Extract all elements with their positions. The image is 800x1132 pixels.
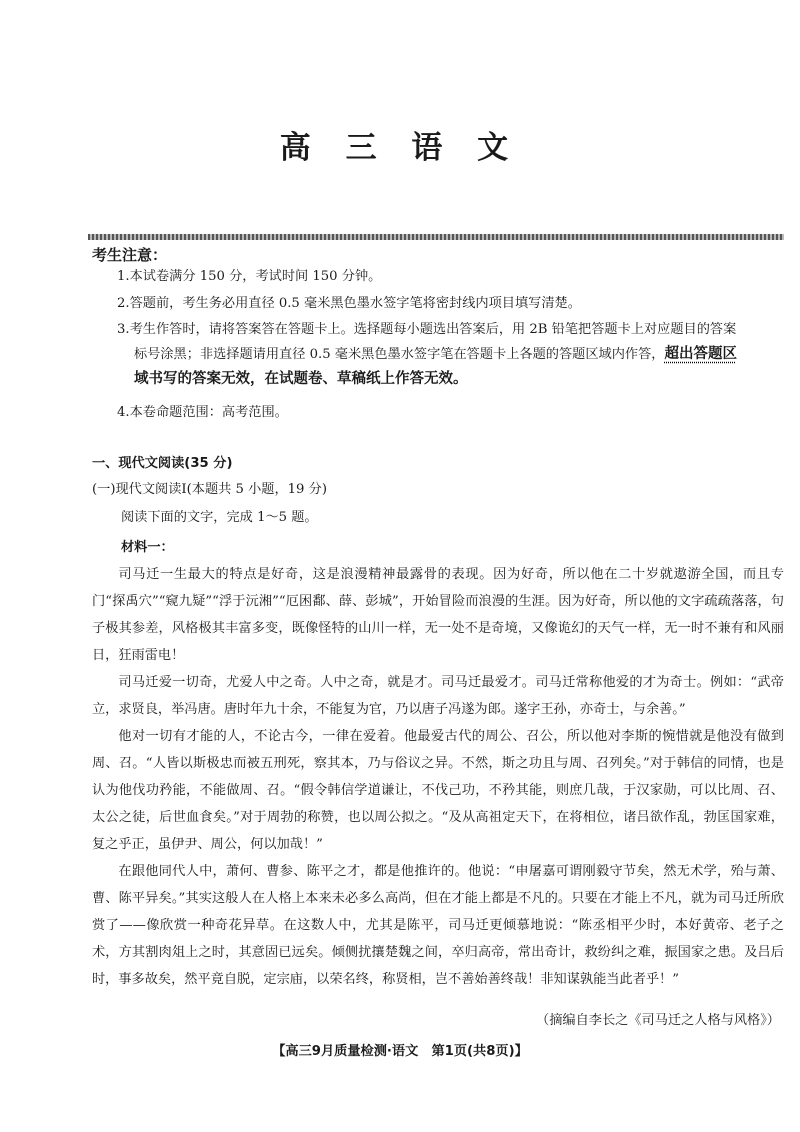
notice-emphasis-start: 超出答题区 bbox=[664, 346, 737, 362]
notice-item-3-line-2-text: 标号涂黑；非选择题请用直径 0.5 毫米黑色墨水签字笔在答题卡上各题的答题区域内作答， bbox=[134, 347, 665, 362]
reading-instruction: 阅读下面的文字，完成 1～5 题。 bbox=[121, 510, 318, 525]
page-footer: 【高三9月质量检测·语文 第1页(共8页)】 bbox=[272, 1044, 528, 1059]
page-title: 高 三 语 文 bbox=[279, 130, 521, 166]
notice-item-2: 2.答题前，考生务必用直径 0.5 毫米黑色墨水签字笔将密封线内项目填写清楚。 bbox=[117, 296, 581, 311]
subsection-heading: (一)现代文阅读Ⅰ(本题共 5 小题，19 分) bbox=[92, 482, 327, 497]
paragraph-3: 他对一切有才能的人，不论古今，一律在爱着。他最爱古代的周公、召公，所以他对李斯的惋惜就是他没有做到周、召。“人皆以斯极忠而被五刑死，察其本，乃与俗议之异。不然，斯之功且与周、召列矣。”对于韩信的同情，也是认为他伐功矜能，不能做周、召。“假令韩信学道谦让，不伐己功，不矜其能，则庶几哉，于汉家勋，可以比周、召、太公之徒，后世血食矣。”对于周勃的称赞，也以周公拟之。“及从高祖定天下，在将相位，诸吕欲作乱，勃匡国家难，复之乎正，虽伊尹、周公，何以加哉！” bbox=[92, 729, 784, 852]
notice-emphasis: 域书写的答案无效，在试题卷、草稿纸上作答无效。 bbox=[134, 371, 468, 387]
paragraph-4: 在跟他同代人中，萧何、曹参、陈平之才，都是他推许的。他说：“申屠嘉可谓刚毅守节矣，然无术学，殆与萧、曹、陈平异矣。”其实这般人在人格上本来未必多么高尚，但在才能上都是不凡的。只要在才能上不凡，就为司马迁所欣赏了——像欣赏一种奇花异草。在这数人中，尤其是陈平，司马迁更倾慕地说：“陈丞相平少时，本好黄帝、老子之术，方其割肉俎上之时，其意固已远矣。倾侧扰攘楚魏之间，卒归高帝，常出奇计，救纷纠之难，振国家之患。及吕后时，事多故矣，然平竟自脱，定宗庙，以荣名终，称贤相，岂不善始善终哉！非知谋孰能当此者乎！” bbox=[92, 864, 784, 987]
source-citation: （摘编自李长之《司马迁之人格与风格》） bbox=[536, 1013, 780, 1028]
section-heading: 一、现代文阅读(35 分) bbox=[92, 456, 233, 471]
paragraph-2: 司马迁爱一切奇，尤爱人中之奇。人中之奇，就是才。司马迁最爱才。司马迁常称他爱的才为奇士。例如：“武帝立，求贤良，举冯唐。唐时年九十余，不能复为官，乃以唐子冯遂为郎。遂字王孙，亦奇士，与余善。” bbox=[92, 675, 784, 717]
notice-item-1: 1.本试卷满分 150 分，考试时间 150 分钟。 bbox=[117, 269, 382, 284]
notice-item-3-line-2 bbox=[134, 345, 737, 364]
notice-heading: 考生注意： bbox=[92, 246, 168, 264]
header-divider bbox=[88, 234, 784, 240]
paragraph-1: 司马迁一生最大的特点是好奇，这是浪漫精神最露骨的表现。因为好奇，所以他在二十岁就遨游全国，而且专门“探禹穴”“窥九疑”“浮于沅湘”“厄困鄱、薛、彭城”，开始冒险而浪漫的生涯。因为好奇，所以他的文字疏疏落落，句子极其参差，风格极其丰富多变，既像怪特的山川一样，无一处不是奇境，又像诡幻的天气一样，无一时不兼有和风丽日，狂雨雷电！ bbox=[92, 567, 784, 663]
notice-item-4: 4.本卷命题范围：高考范围。 bbox=[117, 405, 288, 420]
material-label: 材料一： bbox=[121, 540, 174, 555]
notice-item-3: 3.考生作答时，请将答案答在答题卡上。选择题每小题选出答案后，用 2B 铅笔把答题卡上对应题目的答案 bbox=[117, 322, 737, 337]
